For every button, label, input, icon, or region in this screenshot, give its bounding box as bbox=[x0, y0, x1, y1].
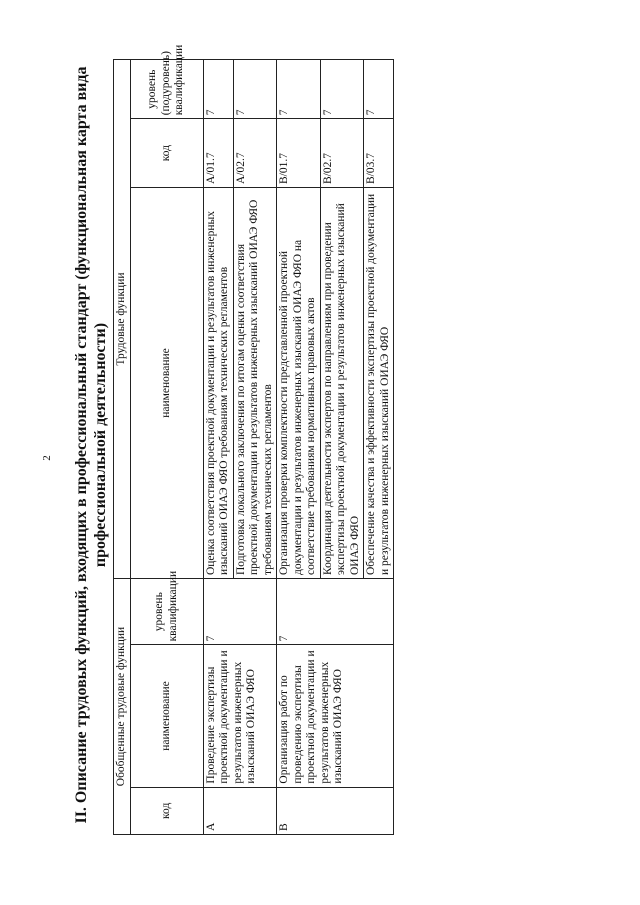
function-name: Подготовка локального заключения по итогам оценки соответствия проектной документации и результатов инженерных изысканий ОИАЭ ФЯО требованиям технических регламентов bbox=[233, 188, 277, 579]
group-level: 7 bbox=[277, 579, 394, 645]
function-level: 7 bbox=[277, 60, 321, 119]
header-function-code: код bbox=[130, 119, 203, 188]
header-group-name: наименование bbox=[130, 645, 203, 787]
table-row bbox=[277, 60, 321, 835]
title-line-2: профессиональной деятельности) bbox=[92, 322, 109, 568]
header-function-sublevel: уровень (подуровень) квалификации bbox=[130, 60, 203, 119]
group-name: Проведение экспертизы проектной документации и результатов инженерных изысканий ОИАЭ ФЯО bbox=[203, 645, 277, 787]
function-level: 7 bbox=[233, 60, 277, 119]
function-name: Обеспечение качества и эффективности экспертизы проектной документации и результатов инженерных изысканий ОИАЭ ФЯО bbox=[364, 188, 394, 579]
header-generalized-functions: Обобщенные трудовые функции bbox=[114, 579, 131, 835]
function-level: 7 bbox=[203, 60, 233, 119]
function-name: Организация проверки комплектности представленной проектной документации и результатов инженерных изысканий ОИАЭ ФЯО на соответствие требованиям нормативных правовых актов bbox=[277, 188, 321, 579]
header-labor-functions: Трудовые функции bbox=[114, 60, 131, 579]
table-header-row-1 bbox=[114, 60, 131, 835]
header-group-code: код bbox=[130, 787, 203, 834]
group-name: Организация работ по проведению экспертизы проектной документации и результатов инженерных изысканий ОИАЭ ФЯО bbox=[277, 645, 394, 787]
function-code: B/01.7 bbox=[277, 119, 321, 188]
function-name: Оценка соответствия проектной документации и результатов инженерных изысканий ОИАЭ ФЯО требованиям технических регламентов bbox=[203, 188, 233, 579]
group-code: A bbox=[203, 787, 277, 834]
function-code: A/01.7 bbox=[203, 119, 233, 188]
title-line-1: II. Описание трудовых функций, входящих в профессиональный стандарт (функциональная карта вида bbox=[73, 66, 90, 824]
page-number: 2 bbox=[40, 455, 53, 461]
table-row bbox=[203, 60, 233, 835]
function-level: 7 bbox=[364, 60, 394, 119]
function-code: B/02.7 bbox=[320, 119, 364, 188]
header-function-name: наименование bbox=[130, 188, 203, 579]
table-header-row-2 bbox=[130, 60, 203, 835]
group-code: B bbox=[277, 787, 394, 834]
group-level: 7 bbox=[203, 579, 277, 645]
function-code: B/03.7 bbox=[364, 119, 394, 188]
function-level: 7 bbox=[320, 60, 364, 119]
header-group-level: уровень квалификации bbox=[130, 579, 203, 645]
function-code: A/02.7 bbox=[233, 119, 277, 188]
functional-map-table bbox=[113, 44, 394, 835]
section-title bbox=[72, 65, 110, 825]
function-name: Координация деятельности экспертов по направлениям при проведении экспертизы проектной документации и результатов инженерных изысканий ОИАЭ ФЯО bbox=[320, 188, 364, 579]
